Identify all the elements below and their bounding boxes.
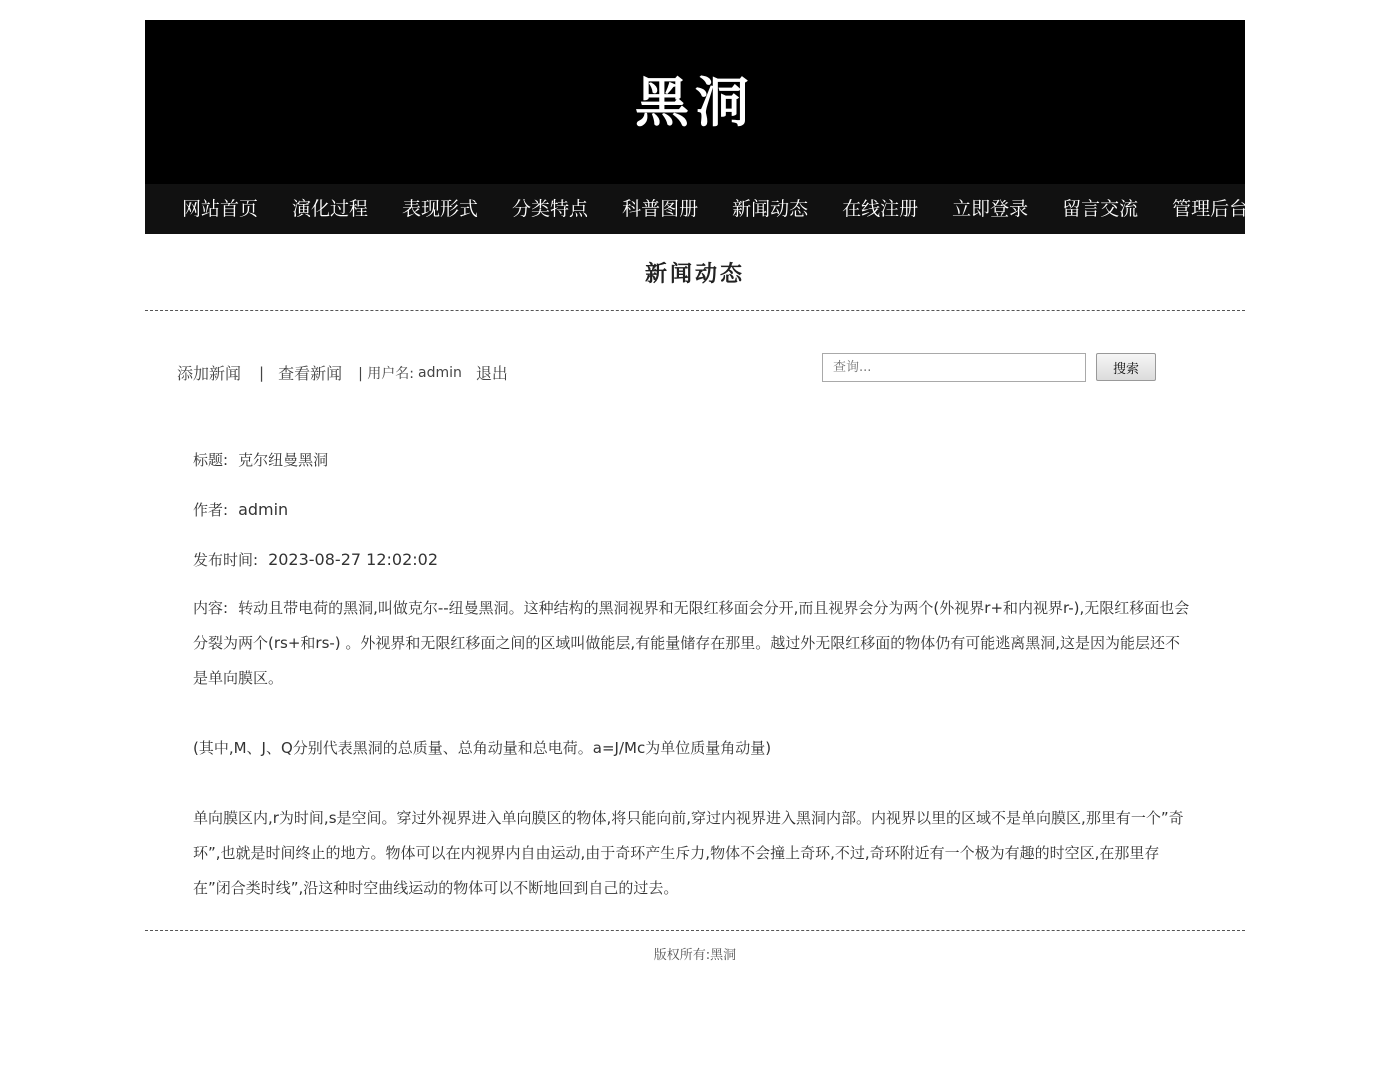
footer [145, 930, 1245, 970]
section-header [145, 234, 1245, 311]
nav-item-guestbook[interactable]: 留言交流 [1062, 198, 1139, 220]
section-title: 新闻动态 [644, 260, 745, 287]
content-paragraph-1 [193, 591, 1192, 696]
article-content [193, 591, 1192, 906]
author-label: 作者: [193, 501, 229, 519]
nav-item-register[interactable]: 在线注册 [842, 198, 919, 220]
nav-item-admin[interactable]: 管理后台 [1172, 198, 1249, 220]
news-toolbar [145, 311, 1245, 421]
paragraph-spacer [193, 696, 1192, 731]
site-title: 黑洞 [635, 69, 755, 134]
search-button[interactable]: 搜索 [1096, 353, 1156, 381]
nav-item-gallery[interactable]: 科普图册 [622, 198, 699, 220]
nav-item-categories[interactable]: 分类特点 [512, 198, 589, 220]
username-value: admin [417, 364, 462, 381]
nav-item-forms[interactable]: 表现形式 [402, 198, 479, 220]
copyright-text: 版权所有:黑洞 [653, 948, 737, 963]
title-label: 标题: [193, 451, 229, 469]
nav-item-evolution[interactable]: 演化过程 [292, 198, 369, 220]
add-news-link[interactable]: 添加新闻 [177, 364, 242, 383]
link-separator: | [259, 363, 265, 382]
article-title: 克尔纽曼黑洞 [238, 451, 329, 469]
content-paragraph-2: (其中,M、J、Q分别代表黑洞的总质量、总角动量和总电荷。a=J/Mc为单位质量角动量) [193, 739, 772, 757]
logout-link[interactable]: 退出 [475, 364, 508, 383]
paragraph-1-text: 转动且带电荷的黑洞,叫做克尔--纽曼黑洞。这种结构的黑洞视界和无限红移面会分开,而且视界会分为两个(外视界r+和内视界r-),无限红移面也会分裂为两个(rs+和rs-) 。外视界和无限红移面之间的区域叫做能层,有能量储存在那里。越过外无限红移面的物体仍有可能逃离黑洞,这是因为能层还不是单向膜区。 [193, 599, 1190, 687]
content-paragraph-3: 单向膜区内,r为时间,s是空间。穿过外视界进入单向膜区的物体,将只能向前,穿过内视界进入黑洞内部。内视界以里的区域不是单向膜区,那里有一个”奇环”,也就是时间终止的地方。物体可以在内视界内自由运动,由于奇环产生斥力,物体不会撞上奇环,不过,奇环附近有一个极为有趣的时空区,在那里存在”闭合类时线”,沿这种时空曲线运动的物体可以不断地回到自己的过去。 [193, 809, 1184, 897]
news-article [145, 421, 1245, 906]
article-time: 2023-08-27 12:02:02 [268, 550, 438, 569]
time-label: 发布时间: [193, 551, 259, 569]
nav-item-login[interactable]: 立即登录 [952, 198, 1029, 220]
article-author: admin [238, 500, 289, 519]
header-banner [145, 20, 1245, 184]
article-title-row [193, 441, 1192, 491]
nav-item-news[interactable]: 新闻动态 [732, 198, 809, 220]
view-news-link[interactable]: 查看新闻 [278, 364, 343, 383]
article-time-row [193, 541, 1192, 591]
admin-links [177, 361, 508, 384]
paragraph-spacer [193, 766, 1192, 801]
username-label: | 用户名: [358, 365, 414, 382]
main-nav [145, 184, 1249, 234]
article-author-row [193, 491, 1192, 541]
search-input[interactable] [822, 353, 1086, 382]
page-container [145, 20, 1249, 970]
content-label: 内容: [193, 599, 229, 617]
nav-item-home[interactable]: 网站首页 [182, 198, 259, 220]
